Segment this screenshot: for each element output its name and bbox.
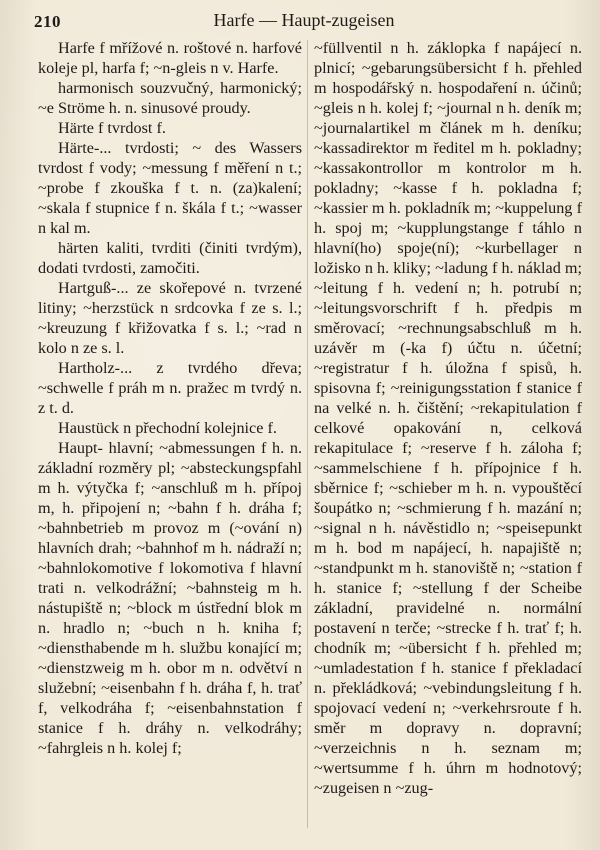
- dictionary-entry: Haupt- hlavní; ~abmessungen f h. n. základní rozměry pl; ~absteckungspfahl m h. výtyčka f; ~anschluß m h. přípoj m, h. připojení n; ~bahn f h. dráha f; ~bahnbetrieb m provoz m (~ování n) hlavních drah; ~bahnhof m h. nádraží n; ~bahnlokomotive f lokomotiva f hlavní trati n. velkodrážní; ~bahnsteig m h. nástupiště n; ~block m ústřední blok m n. hradlo n; ~buch n h. kniha f; ~diensthabende m h. službu konající m; ~dienstzweig m h. obor m n. odvětví n služební; ~eisenbahn f h. dráha f, h. trať f, velkodráha f; ~eisenbahnstation f stanice f h. dráhy n. velkodráhy; ~fahrgleis n h. kolej f;: [38, 439, 302, 757]
- dictionary-entry: Härte f tvrdost f.: [58, 119, 166, 137]
- dictionary-entry: Harfe f mřížové n. roštové n. harfové koleje pl, harfa f; ~n-gleis n v. Harfe.: [38, 39, 302, 77]
- dictionary-entry: ~füllventil n h. záklopka f napájecí n. plnicí; ~gebarungsübersicht f h. přehled m hospodářský n. hospodaření n. účinů; ~gleis n h. kolej f; ~journal n h. deník m; ~journalartikel m článek m h. deníku; ~kassadirektor m ředitel m h. pokladny; ~kassakontrollor m kontrolor m h. pokladny; ~kasse f h. pokladna f; ~kassier m h. pokladník m; ~kuppelung f h. spoj m; ~kupplungstange f táhlo n hlavní(ho) spoje(ní); ~kurbellager n ložisko n h. kliky; ~ladung f h. náklad m; ~leitung f h. vedení n; h. potrubí n; ~leitungsvorschrift f h. předpis m směrovací; ~rechnungsabschluß m h. uzávěr m (-ka f) účtu n. účetní; ~registratur f h. úložna f spisů, h. spisovna f; ~reinigungsstation f stanice f na velké n. h. čištění; ~rekapitulation f celkové opakování n, celková rekapitulace f; ~reserve f h. záloha f; ~sammelschiene f h. přípojnice f h. sběrnice f; ~schieber m h. n. vypouštěcí šoupátko n; ~schmierung f h. mazání n; ~signal n h. návěstidlo n; ~speisepunkt m h. bod m napájecí, h. napajiště n; ~standpunkt m h. stanoviště n; ~station f h. stanice f; ~stellung f der Scheibe základní, pravidelné n. normální postavení n terče; ~strecke f h. trať f; h. chodník m; ~übersicht f h. přehled m; ~umladestation f h. stanice f překladací n. překládková; ~vebindungsleitung f h. spojovací vedení n; ~verkehrsroute f h. směr m dopravy n. dopravní; ~verzeichnis n h. seznam m; ~wertsumme f h. úhrn m hodnotový; ~zugeisen n ~zug-: [314, 39, 582, 797]
- dictionary-entry: Hartguß-... ze skořepové n. tvrzené litiny; ~herzstück n srdcovka f ze s. l.; ~kreuzung f křižovatka f s. l.; ~rad n kolo n ze s. l.: [38, 279, 302, 357]
- dictionary-entry: Härte-... tvrdosti; ~ des Wassers tvrdost f vody; ~messung f měření n t.; ~probe f zkouška f t. n. (za)kalení; ~skala f stupnice f n. škála f t.; ~wasser n kal m.: [38, 139, 302, 237]
- dictionary-entry: harmonisch souzvučný, harmonický; ~e Ströme h. n. sinusové proudy.: [38, 79, 302, 117]
- running-head: Harfe — Haupt-zugeisen: [213, 10, 395, 30]
- page-header: [34, 10, 574, 34]
- dictionary-entry: Hartholz-... z tvrdého dřeva; ~schwelle f práh m n. pražec m tvrdý n. z t. d.: [38, 359, 302, 417]
- dictionary-entry: härten kaliti, tvrditi (činiti tvrdým), dodati tvrdosti, zamočiti.: [38, 239, 302, 277]
- dictionary-entry: Haustück n přechodní kolejnice f.: [58, 419, 277, 437]
- page-number: 210: [34, 12, 61, 31]
- right-column: [314, 38, 582, 834]
- column-divider: [307, 40, 308, 828]
- left-column: [38, 38, 302, 834]
